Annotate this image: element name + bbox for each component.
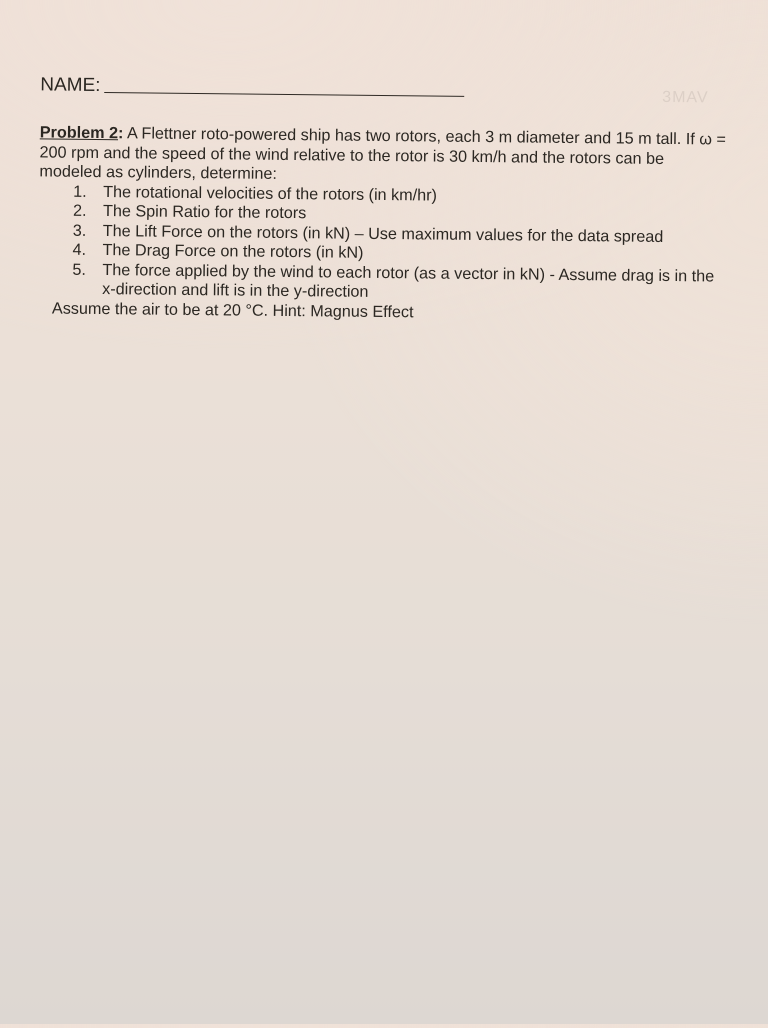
assumption-hint: Assume the air to be at 20 °C. Hint: Magnus Effect bbox=[51, 299, 414, 321]
problem-statement bbox=[39, 123, 730, 189]
task-text: The Drag Force on the rotors (in kN) bbox=[102, 241, 364, 262]
task-item bbox=[72, 260, 728, 306]
task-number: 5. bbox=[72, 260, 86, 279]
task-text: The rotational velocities of the rotors (in km/hr) bbox=[103, 182, 438, 205]
task-list bbox=[38, 182, 729, 306]
task-number: 1. bbox=[73, 182, 87, 201]
problem-label-colon: : bbox=[117, 124, 124, 143]
name-field bbox=[40, 74, 464, 100]
task-text: The Lift Force on the rotors (in kN) – Use maximum values for the data spread bbox=[102, 221, 664, 246]
problem-block bbox=[38, 123, 730, 325]
name-label: NAME: bbox=[40, 74, 101, 97]
task-number: 3. bbox=[72, 221, 87, 240]
problem-label: Problem 2 bbox=[39, 123, 119, 143]
problem-statement-text: A Flettner roto-powered ship has two rotors, each 3 m diameter and 15 m tall. If ω = 200 rpm and the speed of the wind relative to the rotor is 30 km/h and the rotors can be modeled as cylinders, determine: bbox=[39, 124, 726, 183]
name-blank-line bbox=[104, 92, 464, 97]
task-number: 2. bbox=[72, 201, 87, 220]
task-text: The Spin Ratio for the rotors bbox=[102, 202, 307, 223]
task-text: The force applied by the wind to each rotor (as a vector in kN) - Assume drag is in the x-direction and lift is in the y-direction bbox=[102, 260, 715, 301]
task-number: 4. bbox=[72, 240, 87, 259]
bleed-through-text: 3MAV bbox=[662, 88, 709, 107]
